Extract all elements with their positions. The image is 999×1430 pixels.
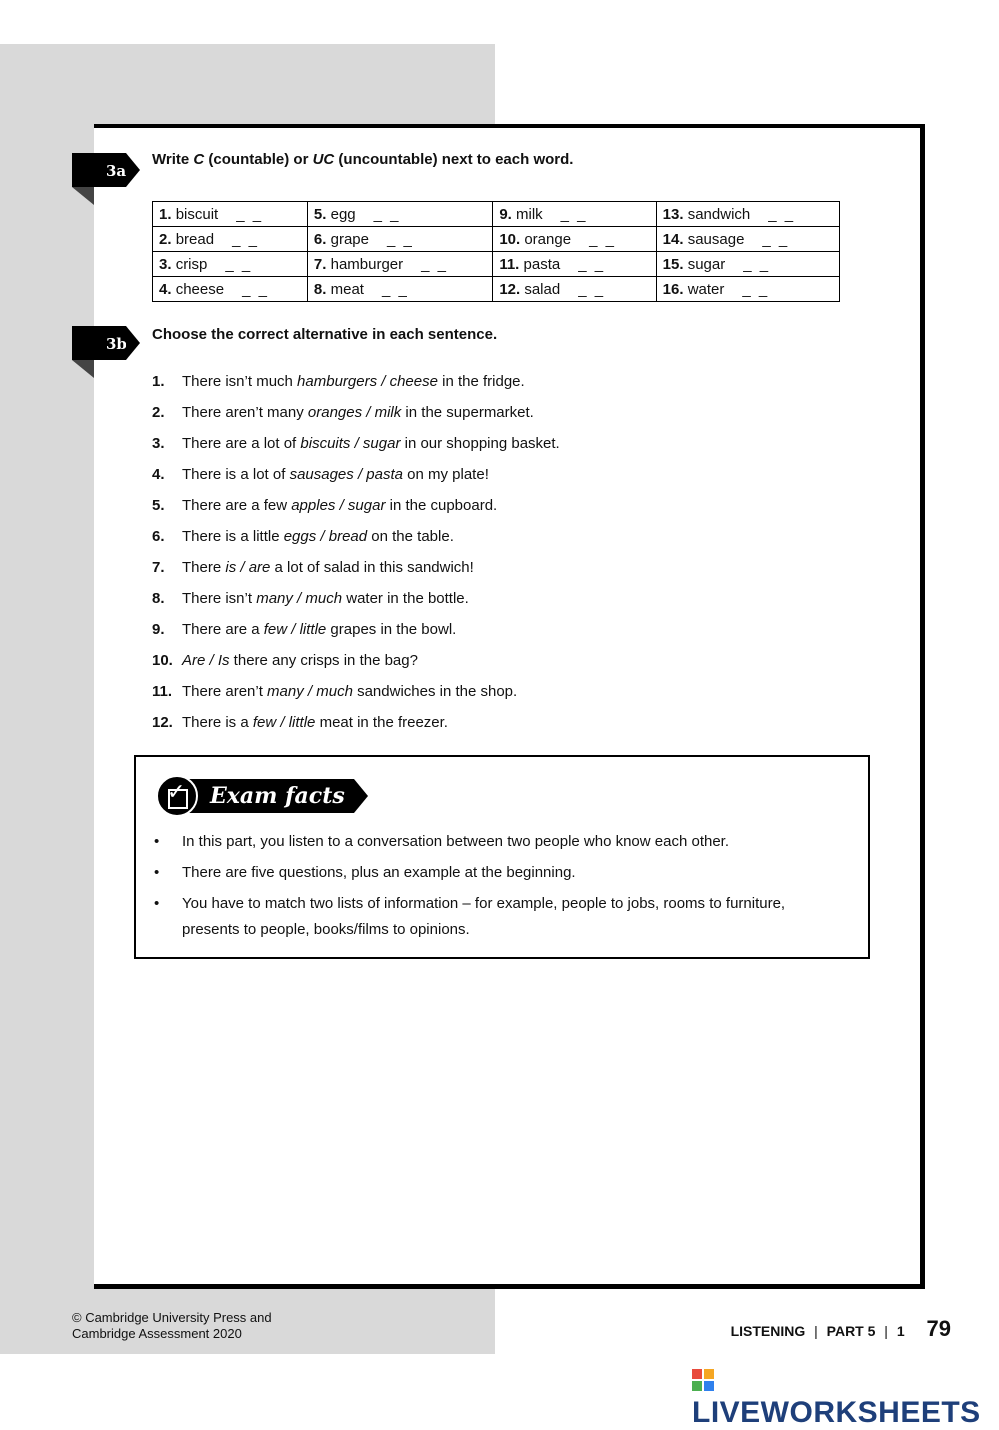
footer-separator: |	[884, 1323, 888, 1339]
word-number: 16.	[662, 280, 684, 298]
word-number: 11.	[499, 255, 520, 273]
exam-fact-item: • In this part, you listen to a conversation between two people who know each other.	[152, 829, 842, 855]
sentence-item	[152, 401, 560, 432]
word-cell	[307, 252, 492, 277]
sentence-alternative[interactable]: few / little	[252, 714, 316, 731]
sentence-alternative[interactable]: sausages / pasta	[289, 466, 403, 483]
word-cell	[493, 227, 656, 252]
sentence-text: grapes in the bowl.	[326, 621, 457, 638]
sentence-text: There aren’t many	[182, 404, 308, 421]
word-cell	[656, 252, 839, 277]
word-cell	[307, 277, 492, 302]
answer-blank[interactable]: _ _	[386, 230, 414, 248]
sentence-text: There are a few	[182, 497, 292, 514]
sentence-text: on my plate!	[402, 466, 489, 483]
section-tag-label: 3b	[106, 335, 127, 353]
word-text: cheese	[175, 280, 225, 298]
sentence-number: 2.	[152, 404, 165, 421]
instruction-text: (countable) or	[204, 151, 313, 168]
sentence-item	[152, 618, 560, 649]
word-cell	[656, 227, 839, 252]
sentence-number: 7.	[152, 559, 165, 576]
answer-blank[interactable]: _ _	[232, 230, 259, 248]
sentence-text: There	[182, 559, 226, 576]
answer-blank[interactable]: _ _	[236, 205, 264, 223]
answer-blank[interactable]: _ _	[762, 230, 790, 248]
answer-blank[interactable]: _ _	[373, 205, 401, 223]
sentence-alternative[interactable]: is / are	[225, 559, 271, 576]
sentence-text: There aren’t	[182, 683, 268, 700]
sentence-text: There is a little	[182, 528, 284, 545]
word-number: 8.	[313, 280, 327, 298]
sentence-text: There is a lot of	[182, 466, 290, 483]
word-text: salad	[524, 280, 561, 298]
word-text: biscuit	[175, 205, 219, 223]
sentence-item	[152, 525, 560, 556]
exam-facts-box	[134, 755, 870, 959]
sentence-item	[152, 463, 560, 494]
checkmark-icon: ✓	[167, 779, 186, 804]
word-text: grape	[330, 230, 369, 248]
checkbox-icon	[156, 775, 198, 817]
sentence-alternative[interactable]: hamburgers / cheese	[297, 373, 438, 390]
instruction-text: Write	[152, 151, 194, 168]
sentence-item	[152, 432, 560, 463]
sentence-number: 1.	[152, 373, 165, 390]
sentence-text: in the supermarket.	[401, 404, 534, 421]
sentence-alternative[interactable]: apples / sugar	[291, 497, 386, 514]
word-text: sandwich	[687, 205, 751, 223]
word-cell	[153, 202, 308, 227]
word-text: orange	[524, 230, 572, 248]
instruction-uc: UC	[312, 151, 335, 168]
word-number: 5.	[313, 205, 327, 223]
exam-facts-title: Exam facts	[184, 779, 354, 813]
exam-fact-item: • There are five questions, plus an example at the beginning.	[152, 860, 842, 886]
instruction-c: C	[193, 151, 205, 168]
sentence-text: There is a	[182, 714, 253, 731]
word-text: sugar	[687, 255, 726, 273]
sentence-text: on the table.	[367, 528, 454, 545]
instruction-3a	[152, 151, 573, 168]
answer-blank[interactable]: _ _	[768, 205, 796, 223]
word-table	[152, 201, 840, 302]
sentence-item	[152, 649, 560, 680]
word-text: bread	[175, 230, 215, 248]
page-footer	[731, 1316, 951, 1342]
sentence-alternative[interactable]: many / much	[267, 683, 353, 700]
word-row	[153, 227, 840, 252]
logo-square	[704, 1369, 714, 1379]
copyright-line: Cambridge Assessment 2020	[72, 1326, 242, 1341]
sentence-text: there any crisps in the bag?	[229, 652, 418, 669]
sentence-text: sandwiches in the shop.	[352, 683, 518, 700]
word-text: crisp	[175, 255, 208, 273]
sentence-number: 5.	[152, 497, 165, 514]
word-text: pasta	[523, 255, 561, 273]
word-number: 1.	[159, 205, 172, 223]
instruction-3b: Choose the correct alternative in each sentence.	[152, 326, 498, 343]
sentence-item	[152, 370, 560, 401]
word-cell	[153, 252, 308, 277]
copyright	[72, 1310, 272, 1342]
logo-square	[704, 1381, 714, 1391]
sentence-text: in our shopping basket.	[400, 435, 560, 452]
section-tag-3b	[72, 326, 126, 360]
logo-square	[692, 1369, 702, 1379]
word-number: 2.	[159, 230, 172, 248]
sentence-number: 4.	[152, 466, 165, 483]
answer-blank[interactable]: _ _	[225, 255, 253, 273]
sentence-text: There are a	[182, 621, 264, 638]
word-number: 4.	[159, 280, 172, 298]
sentence-number: 9.	[152, 621, 165, 638]
liveworksheets-logo-icon	[692, 1369, 714, 1391]
footer-section: LISTENING	[730, 1323, 806, 1339]
sentence-text: in the fridge.	[437, 373, 525, 390]
exam-facts-list	[152, 829, 842, 948]
word-row	[153, 252, 840, 277]
sentence-text: meat in the freezer.	[315, 714, 448, 731]
answer-blank[interactable]: _ _	[242, 280, 269, 298]
answer-blank[interactable]: _ _	[560, 205, 588, 223]
sentence-number: 12.	[152, 714, 173, 731]
logo-square	[692, 1381, 702, 1391]
word-cell	[493, 252, 656, 277]
sentence-alternative[interactable]: Are / Is	[182, 652, 230, 669]
instruction-text: (uncountable) next to each word.	[334, 151, 574, 168]
sentence-text: There isn’t	[182, 590, 257, 607]
word-number: 13.	[662, 205, 684, 223]
sentence-number: 11.	[152, 683, 173, 700]
page-number: 79	[926, 1316, 951, 1341]
sentence-alternative[interactable]: oranges / milk	[307, 404, 402, 421]
sentence-alternative[interactable]: many / much	[256, 590, 343, 607]
word-text: meat	[330, 280, 364, 298]
word-text: milk	[516, 205, 543, 223]
sentence-number: 10.	[152, 652, 173, 669]
exam-facts-header	[156, 775, 371, 817]
answer-blank[interactable]: _ _	[381, 280, 409, 298]
word-number: 15.	[662, 255, 684, 273]
answer-blank[interactable]: _ _	[421, 255, 449, 273]
word-number: 7.	[313, 255, 327, 273]
sentence-alternative[interactable]: eggs / bread	[283, 528, 368, 545]
word-cell	[307, 202, 492, 227]
word-row	[153, 202, 840, 227]
sentence-item	[152, 711, 560, 742]
word-cell	[493, 202, 656, 227]
copyright-line: © Cambridge University Press and	[72, 1310, 272, 1325]
sentence-number: 3.	[152, 435, 165, 452]
word-cell	[153, 277, 308, 302]
section-tag-3a	[72, 153, 126, 187]
sentence-text: water in the bottle.	[342, 590, 469, 607]
watermark-text: LIVEWORKSHEETS	[692, 1396, 981, 1429]
word-number: 10.	[499, 230, 521, 248]
word-text: hamburger	[330, 255, 404, 273]
answer-blank[interactable]: _ _	[589, 230, 616, 248]
word-number: 3.	[159, 255, 172, 273]
sentence-item	[152, 494, 560, 525]
footer-separator: |	[814, 1323, 818, 1339]
answer-blank[interactable]: _ _	[578, 255, 606, 273]
sentence-number: 6.	[152, 528, 165, 545]
sentence-item	[152, 556, 560, 587]
word-number: 14.	[662, 230, 684, 248]
word-cell	[656, 202, 839, 227]
exam-fact-item: • You have to match two lists of information – for example, people to jobs, rooms to furniture, presents to people, books/films to opinions.	[152, 891, 842, 943]
liveworksheets-watermark	[692, 1362, 999, 1430]
sentence-alternative[interactable]: few / little	[263, 621, 327, 638]
word-number: 12.	[499, 280, 521, 298]
word-number: 9.	[499, 205, 512, 223]
sentence-text: in the cupboard.	[385, 497, 498, 514]
word-cell	[656, 277, 839, 302]
sentence-alternative[interactable]: biscuits / sugar	[300, 435, 401, 452]
word-cell	[493, 277, 656, 302]
section-tag-label: 3a	[106, 162, 127, 180]
word-text: sausage	[687, 230, 745, 248]
word-cell	[307, 227, 492, 252]
word-text: water	[687, 280, 725, 298]
word-row	[153, 277, 840, 302]
sentence-item	[152, 680, 560, 711]
sentence-number: 8.	[152, 590, 165, 607]
word-number: 6.	[313, 230, 327, 248]
sentence-text: a lot of salad in this sandwich!	[270, 559, 474, 576]
word-text: egg	[330, 205, 356, 223]
answer-blank[interactable]: _ _	[578, 280, 606, 298]
answer-blank[interactable]: _ _	[743, 255, 771, 273]
sentence-text: There are a lot of	[182, 435, 301, 452]
sentence-list	[152, 370, 560, 742]
word-cell	[153, 227, 308, 252]
footer-sub: 1	[896, 1323, 905, 1339]
sentence-text: There isn’t much	[182, 373, 298, 390]
answer-blank[interactable]: _ _	[742, 280, 770, 298]
footer-part: PART 5	[826, 1323, 876, 1339]
sentence-item	[152, 587, 560, 618]
